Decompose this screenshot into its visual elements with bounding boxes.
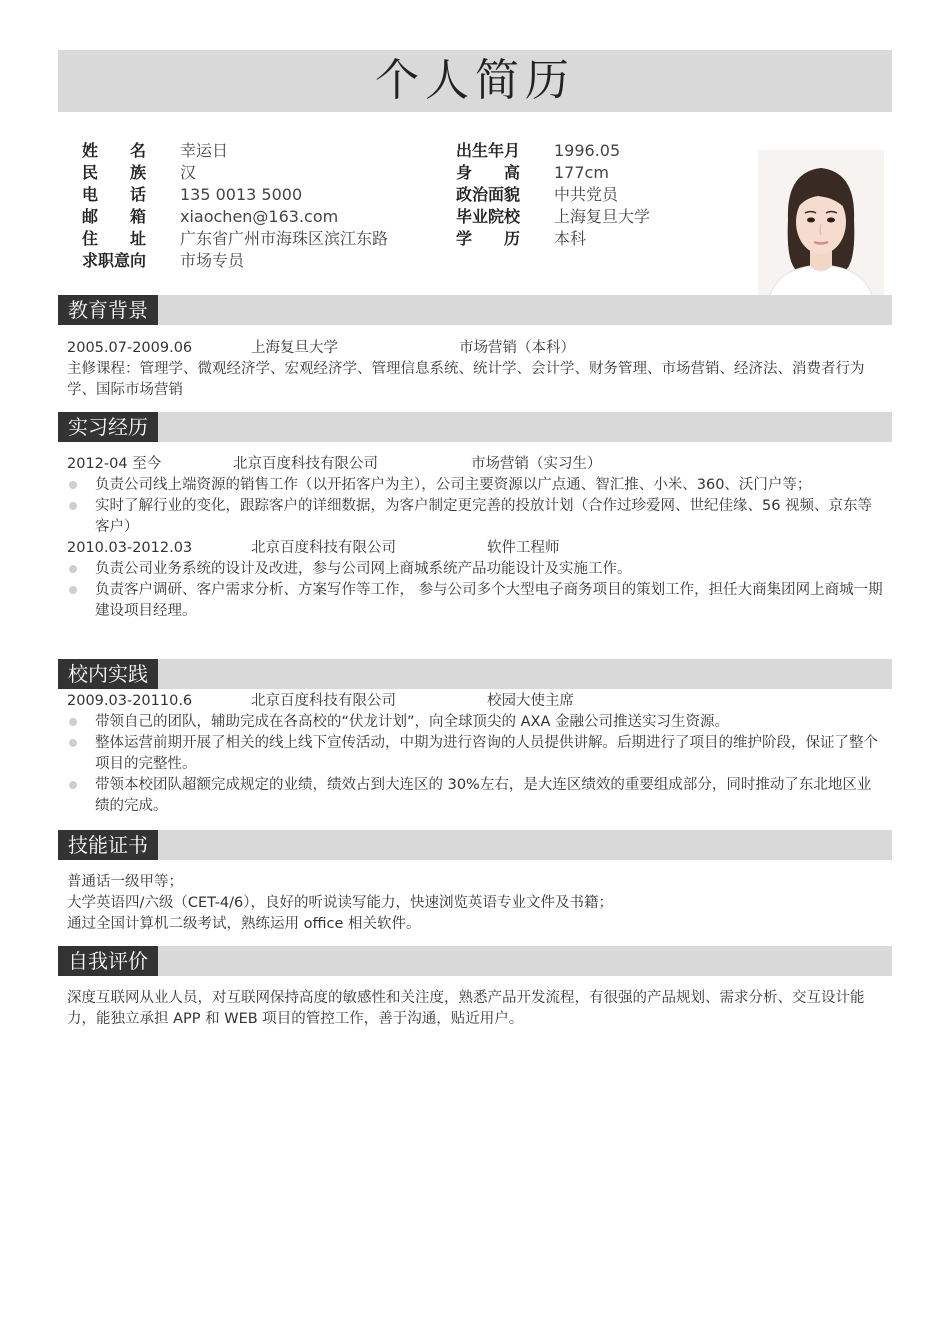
- value-ethnicity: 汉: [180, 163, 197, 182]
- list-item: 实时了解行业的变化，跟踪客户的详细数据，为客户制定更完善的投放计划（合作过珍爱网、世纪佳缘、56 视频、京东等客户）: [67, 496, 885, 538]
- value-degree: 本科: [554, 229, 587, 248]
- skill-line: 普通话一级甲等；: [67, 874, 183, 890]
- section-self-title: 自我评价: [58, 946, 158, 976]
- basic-info: [58, 140, 738, 272]
- label-phone: 电话: [82, 185, 146, 204]
- bullet-icon: [69, 502, 77, 510]
- page-title: 个人简历: [375, 55, 575, 106]
- list-item: 带领自己的团队，辅助完成在各高校的“伏龙计划”，向全球顶尖的 AXA 金融公司推送实习生资源。: [67, 712, 885, 733]
- label-address: 住址: [82, 229, 146, 248]
- section-education: [58, 295, 892, 325]
- campus-org: 北京百度科技有限公司: [251, 693, 396, 709]
- job-role: 市场营销（实习生）: [471, 456, 602, 472]
- self-content: [67, 988, 885, 1030]
- section-education-title: 教育背景: [58, 295, 158, 325]
- value-school: 上海复旦大学: [554, 207, 651, 226]
- campus-content: [67, 691, 885, 817]
- job-period: 2010.03-2012.03: [67, 540, 193, 556]
- internship-content: [67, 454, 885, 622]
- label-political: 政治面貌: [456, 185, 521, 204]
- section-skills-title: 技能证书: [58, 830, 158, 860]
- section-skills: [58, 830, 892, 860]
- portrait-illustration: [758, 150, 884, 305]
- skill-line: 通过全国计算机二级考试，熟练运用 office 相关软件。: [67, 916, 421, 932]
- list-item: 带领本校团队超额完成规定的业绩，绩效占到大连区的 30%左右，是大连区绩效的重要组成部分，同时推动了东北地区业绩的完成。: [67, 775, 885, 817]
- bullet-icon: [69, 586, 77, 594]
- value-political: 中共党员: [554, 185, 619, 204]
- bullet-icon: [69, 481, 77, 489]
- title-banner: [58, 50, 892, 112]
- bullet-icon: [69, 718, 77, 726]
- skill-line: 大学英语四/六级（CET-4/6），良好的听说读写能力，快速浏览英语专业文件及书籍；: [67, 895, 614, 911]
- section-internship-title: 实习经历: [58, 412, 158, 442]
- bullet-icon: [69, 739, 77, 747]
- label-school: 毕业院校: [456, 207, 521, 226]
- value-phone: 135 0013 5000: [180, 185, 303, 204]
- value-height: 177cm: [554, 163, 609, 182]
- value-birth: 1996.05: [554, 141, 621, 160]
- section-self: [58, 946, 892, 976]
- list-item: 整体运营前期开展了相关的线上线下宣传活动，中期为进行咨询的人员提供讲解。后期进行了项目的维护阶段，保证了整个项目的完整性。: [67, 733, 885, 775]
- list-item: 负责公司线上端资源的销售工作（以开拓客户为主），公司主要资源以广点通、智汇推、小米、360、沃门户等；: [67, 475, 885, 496]
- label-birth: 出生年月: [456, 141, 521, 160]
- job-company: 北京百度科技有限公司: [233, 456, 378, 472]
- profile-photo: [758, 150, 884, 305]
- value-name: 幸运日: [180, 141, 229, 160]
- skills-content: [67, 872, 885, 935]
- value-email: xiaochen@163.com: [180, 207, 339, 226]
- label-email: 邮箱: [82, 207, 146, 226]
- label-degree: 学历: [456, 229, 520, 248]
- job-period: 2012-04 至今: [67, 456, 162, 472]
- campus-period: 2009.03-20110.6: [67, 693, 193, 709]
- value-objective: 市场专员: [180, 251, 245, 270]
- section-internship: [58, 412, 892, 442]
- label-name: 姓名: [82, 141, 146, 160]
- self-evaluation-text: 深度互联网从业人员，对互联网保持高度的敏感性和关注度，熟悉产品开发流程，有很强的产品规划、需求分析、交互设计能力，能独立承担 APP 和 WEB 项目的管控工作，善于沟通，贴近用户。: [67, 990, 865, 1027]
- label-ethnicity: 民族: [82, 163, 146, 182]
- list-item: 负责客户调研、客户需求分析、方案写作等工作， 参与公司多个大型电子商务项目的策划工作，担任大商集团网上商城一期建设项目经理。: [67, 580, 885, 622]
- campus-role: 校园大使主席: [487, 693, 574, 709]
- label-height: 身高: [456, 163, 520, 182]
- education-school: 上海复旦大学: [251, 340, 338, 356]
- list-item: 负责公司业务系统的设计及改进，参与公司网上商城系统产品功能设计及实施工作。: [67, 559, 885, 580]
- label-objective: 求职意向: [82, 251, 147, 270]
- education-period: 2005.07-2009.06: [67, 340, 193, 356]
- section-campus-title: 校内实践: [58, 659, 158, 689]
- education-major: 市场营销（本科）: [459, 340, 575, 356]
- section-campus: [58, 659, 892, 689]
- education-content: [67, 338, 885, 401]
- bullet-icon: [69, 781, 77, 789]
- value-address: 广东省广州市海珠区滨江东路: [180, 229, 389, 248]
- job-role: 软件工程师: [487, 540, 560, 556]
- bullet-icon: [69, 565, 77, 573]
- job-company: 北京百度科技有限公司: [251, 540, 396, 556]
- education-courses: 主修课程：管理学、微观经济学、宏观经济学、管理信息系统、统计学、会计学、财务管理、市场营销、经济法、消费者行为学、国际市场营销: [67, 361, 865, 398]
